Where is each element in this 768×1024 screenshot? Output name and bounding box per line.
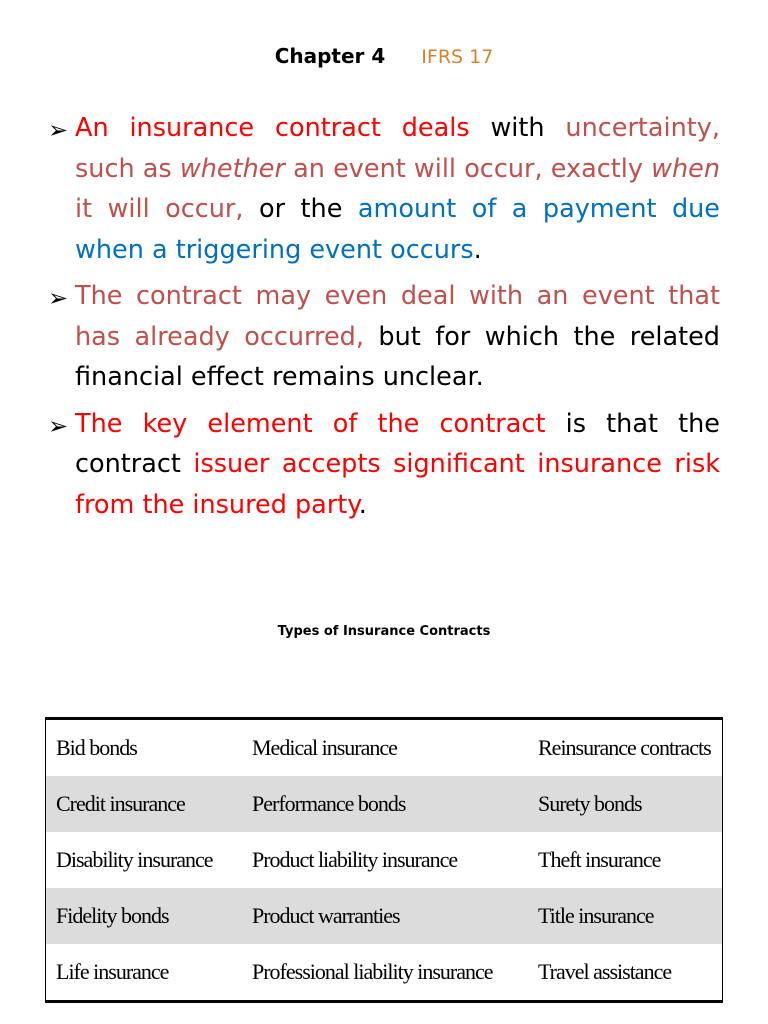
bullet-item — [48, 108, 720, 270]
bullet-segment: when — [651, 153, 720, 184]
table-row — [46, 832, 723, 888]
table-cell: Professional liability insurance — [252, 959, 493, 984]
bullet-list — [48, 108, 720, 531]
table-row — [46, 719, 723, 777]
table-cell: Credit insurance — [46, 776, 243, 832]
bullet-item — [48, 404, 720, 526]
table-cell: Bid bonds — [56, 735, 137, 760]
table-cell: Theft insurance — [538, 847, 661, 872]
bullet-segment: it will occur, — [75, 194, 244, 224]
bullet-item — [48, 276, 720, 398]
slide-header — [0, 43, 768, 70]
table-row — [46, 888, 723, 944]
bullet-segment: uncertainty, such as — [75, 113, 720, 184]
bullet-segment: issuer accepts significant insurance risk from the insured party — [75, 449, 721, 520]
table-cell: Surety bonds — [528, 776, 723, 832]
insurance-types-table — [45, 717, 723, 1003]
table-body — [46, 719, 723, 1002]
chapter-title: Chapter 4 — [274, 44, 386, 68]
arrow-bullet-icon: ➢ — [48, 284, 69, 312]
table-title: Types of Insurance Contracts — [277, 624, 491, 639]
bullet-segment: is that the contract — [75, 408, 720, 479]
arrow-bullet-icon: ➢ — [48, 116, 69, 144]
bullet-segment: but for which the related financial effect remains unclear. — [75, 321, 720, 392]
table-cell: Product liability insurance — [252, 847, 458, 872]
table-cell: Travel assistance — [538, 959, 672, 984]
bullet-segment: The contract may even deal with an event that has already occurred, — [75, 281, 720, 352]
table-cell: Product warranties — [242, 888, 528, 944]
arrow-bullet-icon: ➢ — [48, 411, 69, 440]
table-cell: Performance bonds — [242, 776, 528, 832]
bullet-segment: an event will occur, exactly — [284, 153, 652, 184]
table-cell: Reinsurance contracts — [538, 735, 711, 760]
bullet-segment: The key element of the contract — [75, 408, 546, 439]
standard-label: IFRS 17 — [421, 46, 494, 68]
table-cell: Fidelity bonds — [46, 888, 243, 944]
bullet-segment: or the — [243, 194, 358, 224]
table-row — [46, 776, 723, 832]
table-cell: Disability insurance — [56, 847, 213, 872]
bullet-segment: amount of a payment due when a triggering event occurs — [75, 194, 720, 265]
bullet-segment: . — [358, 489, 367, 520]
bullet-segment: An insurance contract deals — [75, 113, 470, 143]
table-row — [46, 944, 723, 1002]
table-cell: Medical insurance — [252, 735, 397, 760]
table-cell: Title insurance — [528, 888, 723, 944]
bullet-segment: whether — [179, 153, 285, 184]
bullet-segment: . — [473, 234, 482, 265]
bullet-segment: with — [469, 113, 566, 143]
table-cell: Life insurance — [56, 959, 169, 984]
